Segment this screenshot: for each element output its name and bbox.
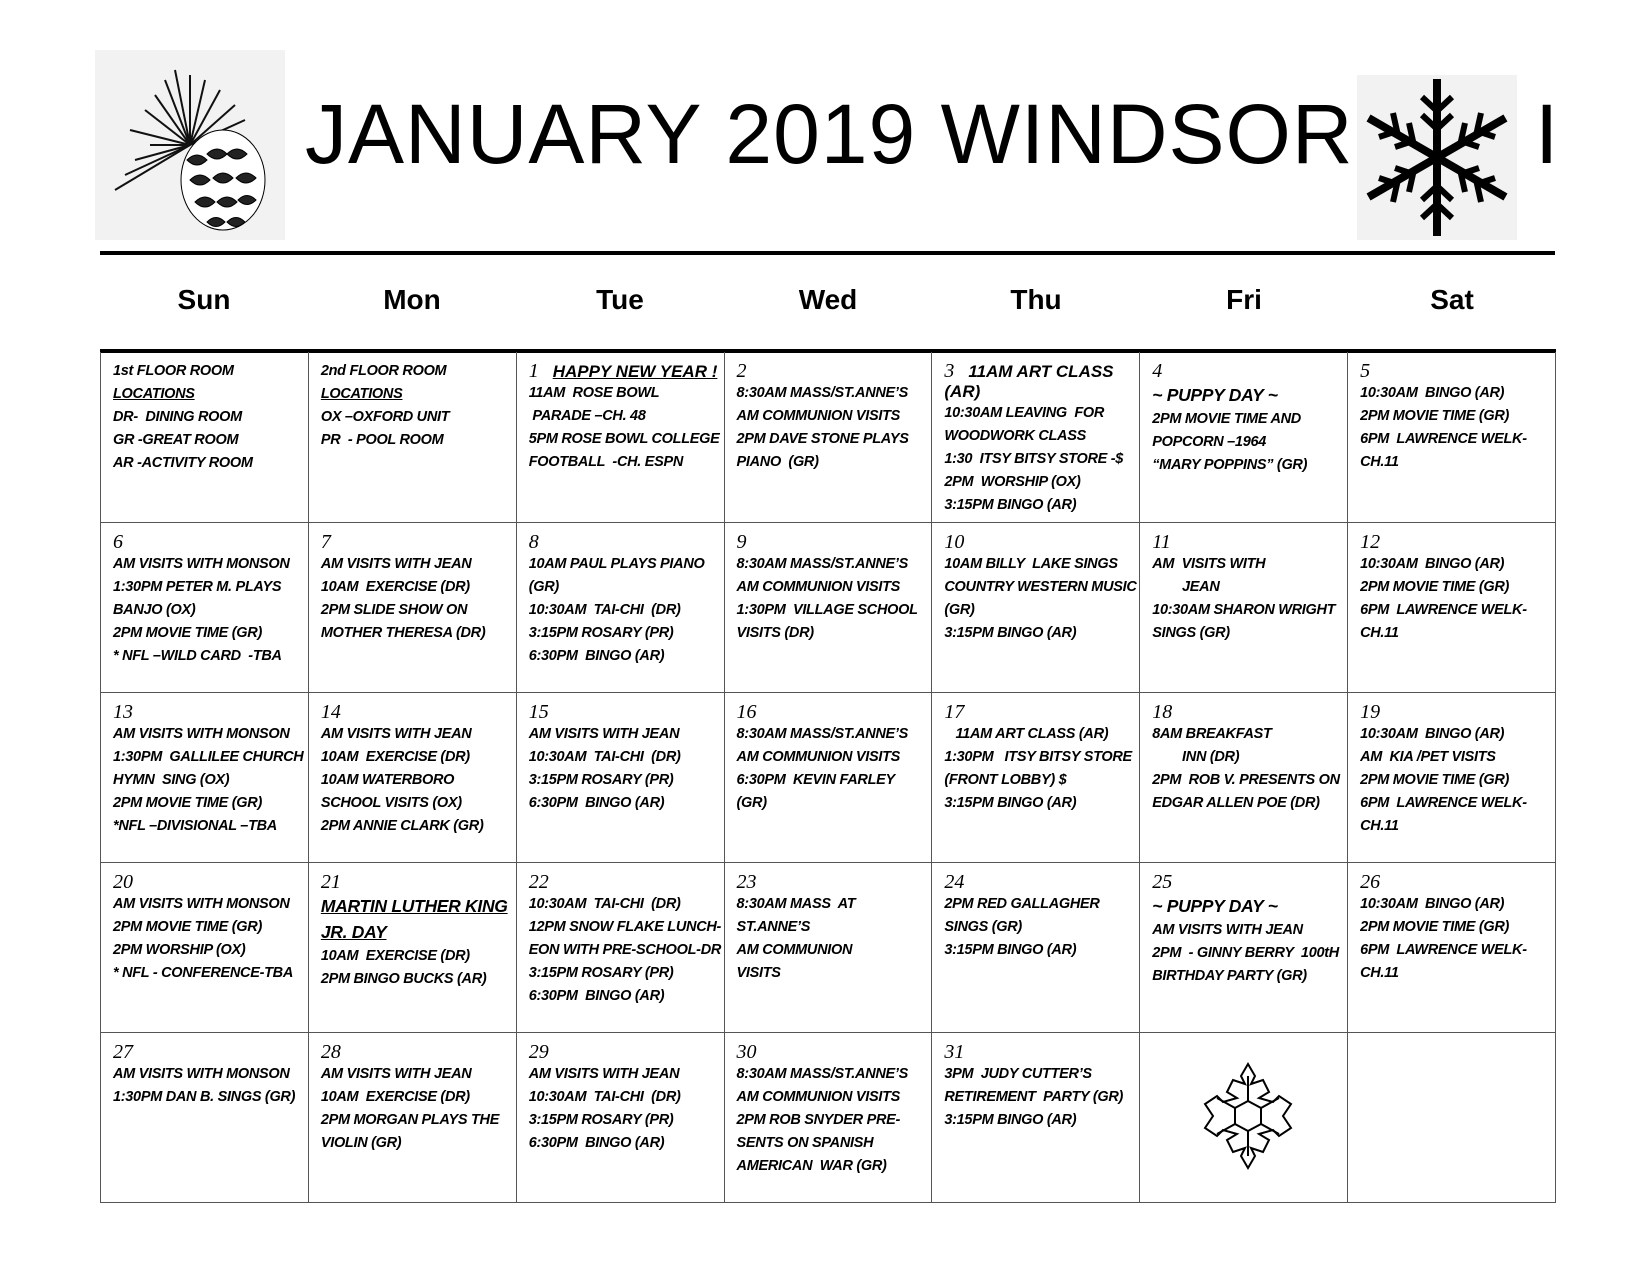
- event-line: 3:15PM ROSARY (PR): [528, 1111, 674, 1128]
- snowflake-decoration: [1152, 1041, 1343, 1191]
- event-line: 3:15PM ROSARY (PR): [528, 771, 674, 788]
- info-cell: [101, 352, 309, 522]
- day-number: 20: [113, 870, 133, 893]
- day-number: 21: [320, 870, 341, 893]
- day-number: 18: [1152, 700, 1173, 723]
- event-line: 8:30AM MASS/ST.ANNE’S: [736, 555, 909, 572]
- event-line: 10:30AM BINGO (AR): [1360, 385, 1505, 401]
- event-line: 1:30PM PETER M. PLAYS: [113, 578, 282, 595]
- day-number: 16: [736, 700, 757, 723]
- day-cell-13: [101, 692, 309, 862]
- event-line: 2PM ROB SNYDER PRE-: [736, 1111, 901, 1128]
- event-line: GR -GREAT ROOM: [113, 432, 239, 448]
- event-line: 2nd FLOOR ROOM: [320, 363, 447, 379]
- event-line: AM VISITS WITH JEAN: [320, 725, 472, 742]
- event-line: AM VISITS WITH MONSON: [113, 555, 290, 572]
- day-cell-25: [1140, 862, 1348, 1032]
- event-line: MARTIN LUTHER KING: [320, 895, 508, 916]
- event-line: 10AM EXERCISE (DR): [320, 947, 470, 964]
- event-line: SCHOOL VISITS (OX): [320, 794, 462, 811]
- event-line: AM VISITS WITH: [1152, 555, 1266, 572]
- day-number: 1: [528, 360, 539, 382]
- day-number: 25: [1152, 870, 1173, 893]
- event-line: 10:30AM BINGO (AR): [1360, 555, 1505, 572]
- event-line: RETIREMENT PARTY (GR): [944, 1088, 1124, 1105]
- day-number: 24: [944, 870, 965, 893]
- info-cell: [1140, 1032, 1348, 1202]
- event-line: 2PM - GINNY BERRY 100tH: [1152, 944, 1339, 961]
- day-headline: HAPPY NEW YEAR !: [552, 362, 718, 381]
- event-line: BANJO (OX): [113, 601, 196, 618]
- day-number: 8: [528, 530, 539, 553]
- event-line: AM VISITS WITH JEAN: [320, 1065, 472, 1082]
- calendar-week-row: [101, 692, 1556, 862]
- event-line: 10AM PAUL PLAYS PIANO: [528, 555, 705, 572]
- event-line: 8:30AM MASS/ST.ANNE’S: [736, 1065, 909, 1082]
- event-line: DR- DINING ROOM: [113, 409, 242, 425]
- event-line: FOOTBALL -CH. ESPN: [528, 454, 684, 470]
- event-line: 10:30AM SHARON WRIGHT: [1152, 601, 1336, 618]
- event-line: AM COMMUNION VISITS: [736, 748, 900, 765]
- day-cell-5: [1348, 352, 1556, 522]
- event-line: AM VISITS WITH JEAN: [528, 1065, 680, 1082]
- event-line: INN (DR): [1152, 748, 1240, 765]
- day-number: 29: [528, 1040, 549, 1063]
- day-cell-23: [724, 862, 932, 1032]
- event-line: PARADE –CH. 48: [528, 408, 646, 424]
- day-cell-19: [1348, 692, 1556, 862]
- day-number: 5: [1360, 360, 1371, 382]
- event-line: 10AM EXERCISE (DR): [320, 578, 470, 595]
- day-number: 6: [113, 530, 123, 553]
- event-line: 8:30AM MASS/ST.ANNE’S: [736, 725, 909, 742]
- event-line: 1:30PM VILLAGE SCHOOL: [736, 601, 918, 618]
- weekday-label: Fri: [1226, 284, 1262, 315]
- event-line: 2PM BINGO BUCKS (AR): [320, 970, 487, 987]
- event-line: 2PM MOVIE TIME (GR): [1360, 408, 1510, 424]
- event-line: 10:30AM TAI-CHI (DR): [528, 1088, 681, 1105]
- event-line: ~ PUPPY DAY ~: [1152, 895, 1278, 916]
- event-line: 10AM BILLY LAKE SINGS: [944, 555, 1118, 572]
- event-line: 8:30AM MASS AT: [736, 895, 856, 912]
- event-line: 2PM MOVIE TIME (GR): [1360, 918, 1510, 935]
- event-line: 2PM MOVIE TIME (GR): [113, 794, 262, 811]
- event-line: * NFL - CONFERENCE-TBA: [113, 964, 294, 981]
- day-number: 10: [944, 530, 965, 553]
- event-line: 6:30PM KEVIN FARLEY: [736, 771, 895, 788]
- weekday-label: Thu: [1010, 284, 1062, 315]
- event-line: AM VISITS WITH JEAN: [528, 725, 680, 742]
- event-line: 6:30PM BINGO (AR): [528, 1134, 665, 1151]
- event-line: AM VISITS WITH JEAN: [1152, 921, 1303, 938]
- day-cell-10: [932, 522, 1140, 692]
- event-line: 2PM ANNIE CLARK (GR): [320, 817, 484, 834]
- weekday-label: Wed: [798, 284, 858, 315]
- event-line: AM COMMUNION VISITS: [736, 578, 900, 595]
- event-line: CH.11: [1360, 817, 1399, 834]
- event-line: PR - POOL ROOM: [320, 432, 444, 448]
- event-line: * NFL –WILD CARD -TBA: [113, 647, 282, 664]
- event-line: 12PM SNOW FLAKE LUNCH-: [528, 918, 722, 935]
- event-line: 2PM WORSHIP (OX): [944, 474, 1081, 490]
- info-cell: [1348, 1032, 1556, 1202]
- event-line: AM COMMUNION VISITS: [736, 1088, 900, 1105]
- event-line: 10AM EXERCISE (DR): [320, 748, 470, 765]
- event-line: 1:30PM DAN B. SINGS (GR): [113, 1088, 296, 1105]
- day-cell-2: [724, 352, 932, 522]
- event-line: PIANO (GR): [736, 454, 819, 470]
- event-line: 1st FLOOR ROOM: [113, 363, 234, 379]
- day-number: 31: [944, 1040, 965, 1063]
- day-cell-18: [1140, 692, 1348, 862]
- day-cell-24: [932, 862, 1140, 1032]
- event-line: CH.11: [1360, 964, 1399, 981]
- event-line: “MARY POPPINS” (GR): [1152, 457, 1308, 473]
- event-line: AM VISITS WITH MONSON: [113, 1065, 290, 1082]
- event-line: 6PM LAWRENCE WELK-: [1360, 794, 1527, 811]
- day-cell-6: [101, 522, 309, 692]
- event-line: SINGS (GR): [944, 918, 1022, 935]
- calendar-week-row: [101, 1032, 1556, 1202]
- calendar-week-row: [101, 522, 1556, 692]
- event-line: 10:30AM BINGO (AR): [1360, 725, 1505, 742]
- event-line: 3:15PM ROSARY (PR): [528, 624, 674, 641]
- event-line: (GR): [944, 601, 975, 618]
- day-cell-30: [724, 1032, 932, 1202]
- event-line: AM VISITS WITH JEAN: [320, 555, 472, 572]
- day-cell-9: [724, 522, 932, 692]
- event-line: ST.ANNE’S: [736, 918, 811, 935]
- event-line: CH.11: [1360, 454, 1399, 470]
- day-number: 2: [736, 360, 747, 382]
- event-line: 2PM MOVIE TIME AND: [1152, 411, 1301, 427]
- event-line: AMERICAN WAR (GR): [736, 1157, 887, 1174]
- event-line: AR -ACTIVITY ROOM: [113, 455, 253, 471]
- event-line: 6PM LAWRENCE WELK-: [1360, 941, 1527, 958]
- weekday-header: [100, 284, 1556, 316]
- day-number: 13: [113, 700, 133, 723]
- event-line: 2PM MOVIE TIME (GR): [113, 624, 262, 641]
- day-cell-4: [1140, 352, 1348, 522]
- event-line: 2PM SLIDE SHOW ON: [320, 601, 468, 618]
- snowflake-icon: [1357, 75, 1517, 240]
- event-line: SENTS ON SPANISH: [736, 1134, 874, 1151]
- event-line: WOODWORK CLASS: [944, 428, 1086, 444]
- event-line: VISITS: [736, 964, 781, 981]
- snowflake-outline-icon: [1193, 1056, 1303, 1176]
- day-number: 7: [320, 530, 331, 553]
- event-line: AM COMMUNION: [736, 941, 853, 958]
- event-line: HYMN SING (OX): [113, 771, 230, 788]
- day-number: 17: [944, 700, 965, 723]
- day-number: 12: [1360, 530, 1381, 553]
- event-line: 2PM DAVE STONE PLAYS: [736, 431, 909, 447]
- event-line: 1:30 ITSY BITSY STORE -$: [944, 451, 1124, 467]
- event-line: JR. DAY: [320, 921, 387, 942]
- event-line: EON WITH PRE-SCHOOL-DR: [528, 941, 722, 958]
- day-number: 4: [1152, 360, 1163, 382]
- event-line: POPCORN –1964: [1152, 434, 1266, 450]
- event-line: 10:30AM TAI-CHI (DR): [528, 895, 681, 912]
- event-line: VIOLIN (GR): [320, 1134, 402, 1151]
- event-line: 10AM EXERCISE (DR): [320, 1088, 470, 1105]
- day-cell-11: [1140, 522, 1348, 692]
- event-line: 2PM MOVIE TIME (GR): [1360, 578, 1510, 595]
- calendar-grid: [100, 352, 1556, 1203]
- event-line: 2PM MOVIE TIME (GR): [113, 918, 262, 935]
- event-line: SINGS (GR): [1152, 624, 1230, 641]
- day-number: 14: [320, 700, 341, 723]
- day-cell-16: [724, 692, 932, 862]
- day-number: 19: [1360, 700, 1381, 723]
- event-line: 1:30PM GALLILEE CHURCH: [113, 748, 304, 765]
- day-number: 26: [1360, 870, 1381, 893]
- weekday-label: Sun: [177, 284, 231, 315]
- info-cell: [308, 352, 516, 522]
- title-tail: I: [1535, 87, 1559, 181]
- event-line: CH.11: [1360, 624, 1399, 641]
- event-line: 2PM MORGAN PLAYS THE: [320, 1111, 500, 1128]
- event-line: BIRTHDAY PARTY (GR): [1152, 967, 1307, 984]
- event-line: AM COMMUNION VISITS: [736, 408, 900, 424]
- event-line: 2PM MOVIE TIME (GR): [1360, 771, 1510, 788]
- event-line: 3:15PM ROSARY (PR): [528, 964, 674, 981]
- day-number: 11: [1152, 530, 1171, 553]
- event-line: (GR): [736, 794, 767, 811]
- event-line: ~ PUPPY DAY ~: [1152, 385, 1278, 405]
- event-line: 10:30AM BINGO (AR): [1360, 895, 1505, 912]
- event-line: AM VISITS WITH MONSON: [113, 895, 290, 912]
- event-line: 10:30AM TAI-CHI (DR): [528, 748, 681, 765]
- day-cell-3: [932, 352, 1140, 522]
- day-cell-12: [1348, 522, 1556, 692]
- calendar-week-row: [101, 352, 1556, 522]
- event-line: 2PM ROB V. PRESENTS ON: [1152, 771, 1340, 788]
- event-line: 3:15PM BINGO (AR): [944, 624, 1077, 641]
- pinecone-icon: [95, 50, 285, 240]
- event-line: 6:30PM BINGO (AR): [528, 794, 665, 811]
- day-cell-27: [101, 1032, 309, 1202]
- day-cell-22: [516, 862, 724, 1032]
- day-number: 9: [736, 530, 747, 553]
- day-number: 28: [320, 1040, 341, 1063]
- day-number: 23: [736, 870, 757, 893]
- weekday-label: Tue: [596, 284, 644, 315]
- event-line: AM VISITS WITH MONSON: [113, 725, 290, 742]
- calendar-week-row: [101, 862, 1556, 1032]
- event-line: COUNTRY WESTERN MUSIC: [944, 578, 1137, 595]
- day-number: 3: [944, 360, 955, 382]
- event-line: 8:30AM MASS/ST.ANNE’S: [736, 385, 909, 401]
- event-line: 11AM ART CLASS (AR): [944, 725, 1109, 742]
- day-cell-7: [308, 522, 516, 692]
- title-rule: [100, 251, 1555, 255]
- day-cell-1: [516, 352, 724, 522]
- day-number: 30: [736, 1040, 757, 1063]
- event-line: LOCATIONS: [113, 386, 195, 402]
- event-line: JEAN: [1152, 578, 1220, 595]
- day-cell-26: [1348, 862, 1556, 1032]
- day-cell-31: [932, 1032, 1140, 1202]
- day-cell-29: [516, 1032, 724, 1202]
- event-line: VISITS (DR): [736, 624, 814, 641]
- event-line: OX –OXFORD UNIT: [320, 409, 450, 425]
- event-line: 11AM ROSE BOWL: [528, 385, 660, 401]
- weekday-label: Sat: [1430, 284, 1474, 315]
- day-cell-14: [308, 692, 516, 862]
- event-line: AM KIA /PET VISITS: [1360, 748, 1496, 765]
- day-number: 27: [113, 1040, 133, 1063]
- weekday-label: Mon: [383, 284, 441, 315]
- event-line: 3:15PM BINGO (AR): [944, 941, 1077, 958]
- day-cell-28: [308, 1032, 516, 1202]
- event-line: 6:30PM BINGO (AR): [528, 987, 665, 1004]
- day-number: 22: [528, 870, 549, 893]
- event-line: 5PM ROSE BOWL COLLEGE: [528, 431, 720, 447]
- event-line: 6PM LAWRENCE WELK-: [1360, 601, 1527, 618]
- day-number: 15: [528, 700, 549, 723]
- event-line: 10:30AM LEAVING FOR: [944, 405, 1105, 421]
- event-line: 3:15PM BINGO (AR): [944, 1111, 1077, 1128]
- event-line: 2PM WORSHIP (OX): [113, 941, 246, 958]
- event-line: LOCATIONS: [320, 386, 403, 402]
- event-line: 10AM WATERBORO: [320, 771, 455, 788]
- event-line: 10:30AM TAI-CHI (DR): [528, 601, 681, 618]
- day-cell-8: [516, 522, 724, 692]
- event-line: EDGAR ALLEN POE (DR): [1152, 794, 1320, 811]
- event-line: MOTHER THERESA (DR): [320, 624, 486, 641]
- day-headline: 11AM ART CLASS (AR): [944, 362, 1114, 401]
- event-line: 8AM BREAKFAST: [1152, 725, 1272, 742]
- event-line: (GR): [528, 578, 559, 595]
- page-title: JANUARY 2019 WINDSOR: [305, 87, 1354, 181]
- event-line: (FRONT LOBBY) $: [944, 771, 1067, 788]
- event-line: 3PM JUDY CUTTER’S: [944, 1065, 1092, 1082]
- day-cell-21: [308, 862, 516, 1032]
- day-cell-17: [932, 692, 1140, 862]
- event-line: 1:30PM ITSY BITSY STORE: [944, 748, 1132, 765]
- event-line: 3:15PM BINGO (AR): [944, 497, 1077, 513]
- day-cell-15: [516, 692, 724, 862]
- event-line: 6:30PM BINGO (AR): [528, 647, 665, 664]
- event-line: 2PM RED GALLAGHER: [944, 895, 1100, 912]
- event-line: 3:15PM BINGO (AR): [944, 794, 1077, 811]
- event-line: 6PM LAWRENCE WELK-: [1360, 431, 1527, 447]
- day-cell-20: [101, 862, 309, 1032]
- event-line: *NFL –DIVISIONAL –TBA: [113, 817, 277, 834]
